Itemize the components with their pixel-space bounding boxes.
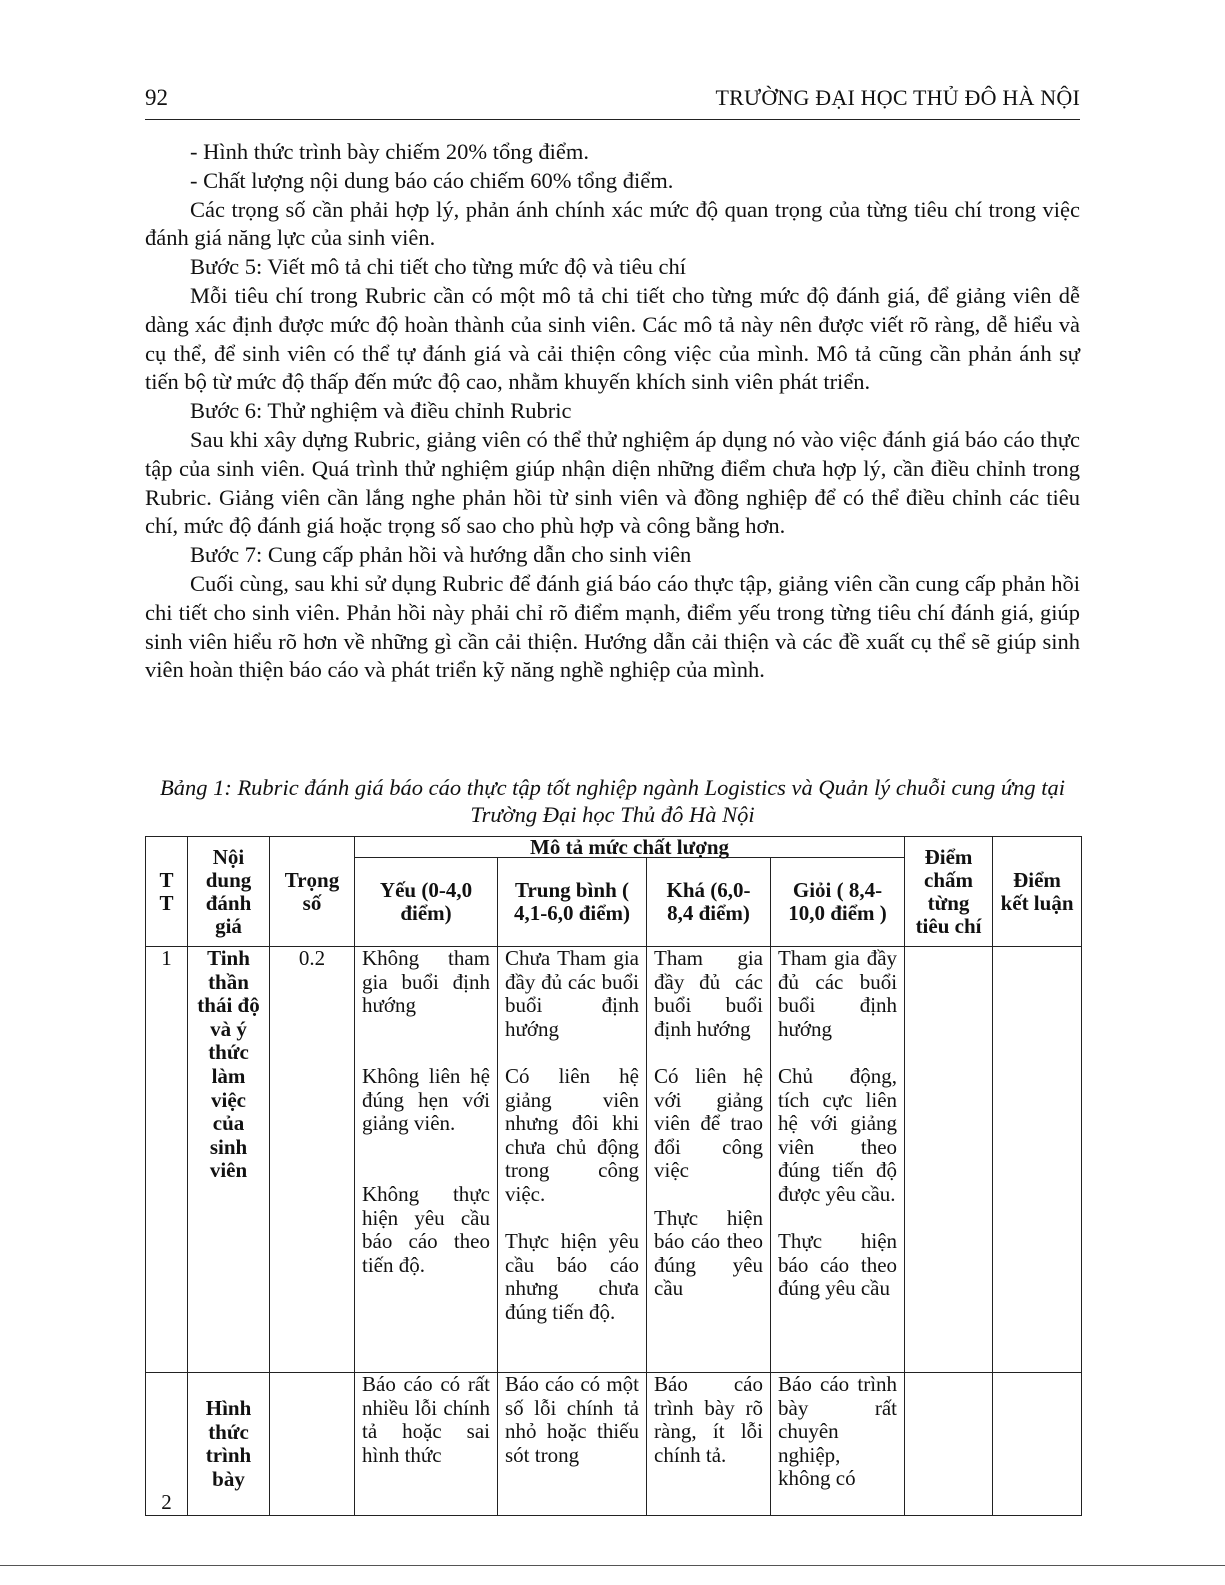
paragraph: - Chất lượng nội dung báo cáo chiếm 60% tổng điểm. (190, 167, 674, 193)
body-text (145, 138, 1080, 685)
header-tt: T T (146, 837, 188, 947)
cell-excellent: Báo cáo trình bày rất chuyên nghiệp, không có (771, 1373, 905, 1516)
cell-average (498, 947, 647, 1373)
cell-final-score (993, 1373, 1082, 1516)
header-excellent: Giỏi ( 8,4-10,0 điểm ) (771, 858, 905, 947)
table-caption: Bảng 1: Rubric đánh giá báo cáo thực tập tốt nghiệp ngành Logistics và Quản lý chuỗi cung ứng tại Trường Đại học Thủ đô Hà Nội (159, 775, 1066, 827)
page-number: 92 (145, 85, 168, 110)
header-content: Nội dung đánh giá (188, 837, 270, 947)
step-heading: Bước 7: Cung cấp phản hồi và hướng dẫn cho sinh viên (190, 542, 692, 568)
excellent-item: Tham gia đầy đủ các buổi buổi định hướng (778, 946, 898, 1041)
rubric-table (145, 836, 1082, 1516)
header-weight: Trọng số (270, 837, 355, 947)
paragraph: Cuối cùng, sau khi sử dụng Rubric để đánh giá báo cáo thực tập, giảng viên cần cung cấp phản hồi chi tiết cho sinh viên. Phản hồi này phải chỉ rõ điểm mạnh, điểm yếu trong từng tiêu chí đánh giá, giúp sinh viên hiểu rõ hơn về những gì cần cải thiện. Hướng dẫn cải thiện và các đề xuất cụ thể sẽ giúp sinh viên hoàn thiện báo cáo và phát triển kỹ năng nghề nghiệp của mình. (145, 570, 1080, 683)
table-row (146, 947, 1082, 1373)
step-heading: Bước 6: Thử nghiệm và điều chỉnh Rubric (190, 398, 572, 424)
paragraph: Các trọng số cần phải hợp lý, phản ánh chính xác mức độ quan trọng của từng tiêu chí trong việc đánh giá năng lực của sinh viên. (145, 196, 1080, 251)
weak-item: Không tham gia buổi định hướng (362, 946, 490, 1018)
running-title: TRƯỜNG ĐẠI HỌC THỦ ĐÔ HÀ NỘI (715, 85, 1080, 110)
cell-good (647, 947, 771, 1373)
step-heading: Bước 5: Viết mô tả chi tiết cho từng mức độ và tiêu chí (190, 254, 686, 280)
table-row (146, 1373, 1082, 1516)
excellent-item: Thực hiện báo cáo theo đúng yêu cầu (778, 1229, 898, 1301)
good-item: Thực hiện báo cáo theo đúng yêu cầu (654, 1205, 763, 1301)
header-good: Khá (6,0-8,4 điểm) (647, 858, 771, 947)
header-final-score: Điểm kết luận (993, 837, 1082, 947)
header-weak: Yếu (0-4,0 điểm) (355, 858, 498, 947)
good-item: Có liên hệ với giảng viên để trao đổi công việc (654, 1063, 763, 1183)
header-average: Trung bình ( 4,1-6,0 điểm) (498, 858, 647, 947)
cell-final-score (993, 947, 1082, 1373)
average-item: Có liên hệ giảng viên nhưng đôi khi chưa chủ động trong công việc. (505, 1063, 639, 1206)
header-criterion-score: Điểm chấm từng tiêu chí (905, 837, 993, 947)
average-item: Thực hiện yêu cầu báo cáo nhưng chưa đúng tiến độ. (505, 1229, 639, 1324)
weak-item: Không thực hiện yêu cầu báo cáo theo tiến độ. (362, 1181, 490, 1277)
row-content: Tinh thần thái độ và ý thức làm việc của sinh viên (188, 947, 270, 1373)
cell-excellent (771, 947, 905, 1373)
page-bottom-edge (0, 1565, 1225, 1566)
cell-criterion-score (905, 947, 993, 1373)
row-content: Hình thức trình bày (188, 1373, 270, 1516)
row-tt: 2 (146, 1373, 188, 1516)
page-header (145, 85, 1080, 120)
excellent-item: Chủ động, tích cực liên hệ với giảng viên theo đúng tiến độ được yêu cầu. (778, 1063, 898, 1206)
row-weight: 0.2 (270, 947, 355, 1373)
paragraph: Sau khi xây dựng Rubric, giảng viên có thể thử nghiệm áp dụng nó vào việc đánh giá báo cáo thực tập của sinh viên. Quá trình thử nghiệm giúp nhận diện những điểm chưa hợp lý, cần điều chỉnh trong Rubric. Giảng viên cần lắng nghe phản hồi từ sinh viên và đồng nghiệp để có thể điều chỉnh các tiêu chí, mức độ đánh giá hoặc trọng số sao cho phù hợp và công bằng hơn. (145, 426, 1080, 539)
cell-weak (355, 947, 498, 1373)
header-row (146, 837, 1082, 858)
good-item: Tham gia đầy đủ các buổi buổi định hướng (654, 946, 763, 1041)
cell-weak: Báo cáo có rất nhiều lỗi chính tả hoặc sai hình thức (355, 1373, 498, 1516)
row-tt: 1 (146, 947, 188, 1373)
average-item: Chưa Tham gia đầy đủ các buổi buổi định hướng (505, 946, 639, 1041)
paragraph: - Hình thức trình bày chiếm 20% tổng điểm. (190, 139, 589, 164)
paragraph: Mỗi tiêu chí trong Rubric cần có một mô tả chi tiết cho từng mức độ đánh giá, để giảng viên dễ dàng xác định được mức độ hoàn thành của sinh viên. Các mô tả này nên được viết rõ ràng, dễ hiểu và cụ thể, để sinh viên có thể tự đánh giá và cải thiện công việc của mình. Mô tả cũng cần phản ánh sự tiến bộ từ mức độ thấp đến mức độ cao, nhằm khuyến khích sinh viên phát triển. (145, 282, 1080, 395)
row-weight (270, 1373, 355, 1516)
weak-item: Không liên hệ đúng hẹn với giảng viên. (362, 1063, 490, 1136)
cell-good: Báo cáo trình bày rõ ràng, ít lỗi chính tả. (647, 1373, 771, 1516)
header-quality-group: Mô tả mức chất lượng (355, 837, 905, 858)
cell-average: Báo cáo có một số lỗi chính tả nhỏ hoặc thiếu sót trong (498, 1373, 647, 1516)
cell-criterion-score (905, 1373, 993, 1516)
